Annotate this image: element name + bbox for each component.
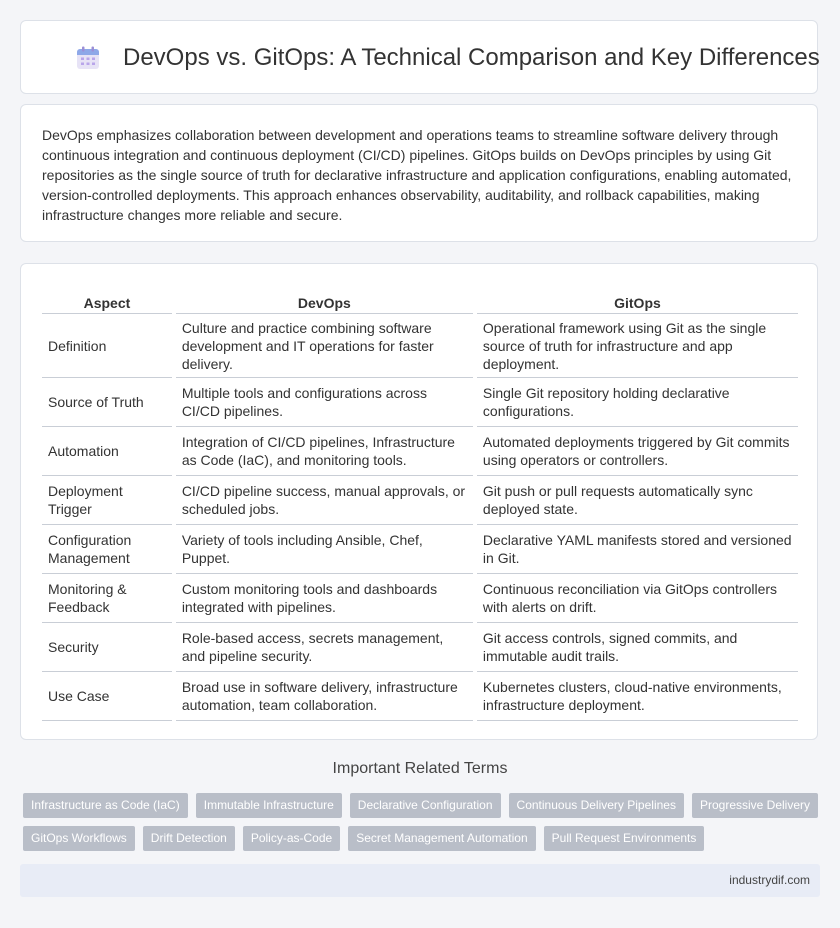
header-aspect: Aspect bbox=[42, 284, 172, 314]
table-row bbox=[42, 623, 798, 672]
related-term-tag[interactable]: Progressive Delivery bbox=[692, 793, 818, 818]
devops-cell: Integration of CI/CD pipelines, Infrastructure as Code (IaC), and monitoring tools. bbox=[176, 427, 473, 476]
devops-cell: CI/CD pipeline success, manual approvals, or scheduled jobs. bbox=[176, 476, 473, 525]
comparison-card bbox=[20, 263, 818, 740]
devops-cell: Variety of tools including Ansible, Chef, Puppet. bbox=[176, 525, 473, 574]
header-devops: DevOps bbox=[176, 284, 473, 314]
header-card bbox=[20, 20, 818, 94]
gitops-cell: Automated deployments triggered by Git commits using operators or controllers. bbox=[477, 427, 798, 476]
related-term-tag[interactable]: Secret Management Automation bbox=[348, 826, 535, 851]
gitops-cell: Declarative YAML manifests stored and versioned in Git. bbox=[477, 525, 798, 574]
comparison-table bbox=[42, 284, 798, 721]
table-row bbox=[42, 525, 798, 574]
aspect-cell: Security bbox=[42, 623, 172, 672]
footer-site[interactable]: industrydif.com bbox=[729, 873, 810, 887]
intro-card bbox=[20, 104, 818, 242]
related-terms-title: Important Related Terms bbox=[332, 760, 508, 777]
aspect-cell: Deployment Trigger bbox=[42, 476, 172, 525]
table-row bbox=[42, 378, 798, 427]
related-term-tag[interactable]: Drift Detection bbox=[143, 826, 235, 851]
page-title: DevOps vs. GitOps: A Technical Comparison and Key Differences bbox=[123, 44, 820, 71]
related-term-tag[interactable]: Declarative Configuration bbox=[350, 793, 501, 818]
table-row bbox=[42, 314, 798, 378]
related-term-tag[interactable]: Immutable Infrastructure bbox=[196, 793, 342, 818]
related-term-tag[interactable]: GitOps Workflows bbox=[23, 826, 135, 851]
calendar-icon bbox=[76, 46, 100, 70]
footer-bar bbox=[20, 864, 820, 897]
table-row bbox=[42, 427, 798, 476]
devops-cell: Multiple tools and configurations across CI/CD pipelines. bbox=[176, 378, 473, 427]
related-terms bbox=[23, 793, 823, 859]
aspect-cell: Use Case bbox=[42, 672, 172, 721]
gitops-cell: Single Git repository holding declarative configurations. bbox=[477, 378, 798, 427]
gitops-cell: Git access controls, signed commits, and immutable audit trails. bbox=[477, 623, 798, 672]
table-row bbox=[42, 476, 798, 525]
devops-cell: Broad use in software delivery, infrastructure automation, team collaboration. bbox=[176, 672, 473, 721]
gitops-cell: Continuous reconciliation via GitOps controllers with alerts on drift. bbox=[477, 574, 798, 623]
aspect-cell: Definition bbox=[42, 314, 172, 378]
gitops-cell: Git push or pull requests automatically sync deployed state. bbox=[477, 476, 798, 525]
devops-cell: Role-based access, secrets management, and pipeline security. bbox=[176, 623, 473, 672]
devops-cell: Custom monitoring tools and dashboards integrated with pipelines. bbox=[176, 574, 473, 623]
related-term-tag[interactable]: Continuous Delivery Pipelines bbox=[509, 793, 684, 818]
related-term-tag[interactable]: Pull Request Environments bbox=[544, 826, 705, 851]
table-row bbox=[42, 574, 798, 623]
aspect-cell: Configuration Management bbox=[42, 525, 172, 574]
related-term-tag[interactable]: Policy-as-Code bbox=[243, 826, 340, 851]
devops-cell: Culture and practice combining software development and IT operations for faster delivery. bbox=[176, 314, 473, 378]
gitops-cell: Kubernetes clusters, cloud-native environments, infrastructure deployment. bbox=[477, 672, 798, 721]
aspect-cell: Automation bbox=[42, 427, 172, 476]
aspect-cell: Source of Truth bbox=[42, 378, 172, 427]
gitops-cell: Operational framework using Git as the single source of truth for infrastructure and app deployment. bbox=[477, 314, 798, 378]
related-term-tag[interactable]: Infrastructure as Code (IaC) bbox=[23, 793, 188, 818]
header-gitops: GitOps bbox=[477, 284, 798, 314]
intro-paragraph: DevOps emphasizes collaboration between development and operations teams to streamline software delivery through continuous integration and continuous deployment (CI/CD) pipelines. GitOps builds on DevOps principles by using Git repositories as the single source of truth for declarative infrastructure and application configurations, enabling automated, version-controlled deployments. This approach enhances observability, auditability, and rollback capabilities, making infrastructure changes more reliable and secure. bbox=[42, 127, 792, 223]
table-row bbox=[42, 672, 798, 721]
table-header-row bbox=[42, 284, 798, 314]
aspect-cell: Monitoring & Feedback bbox=[42, 574, 172, 623]
